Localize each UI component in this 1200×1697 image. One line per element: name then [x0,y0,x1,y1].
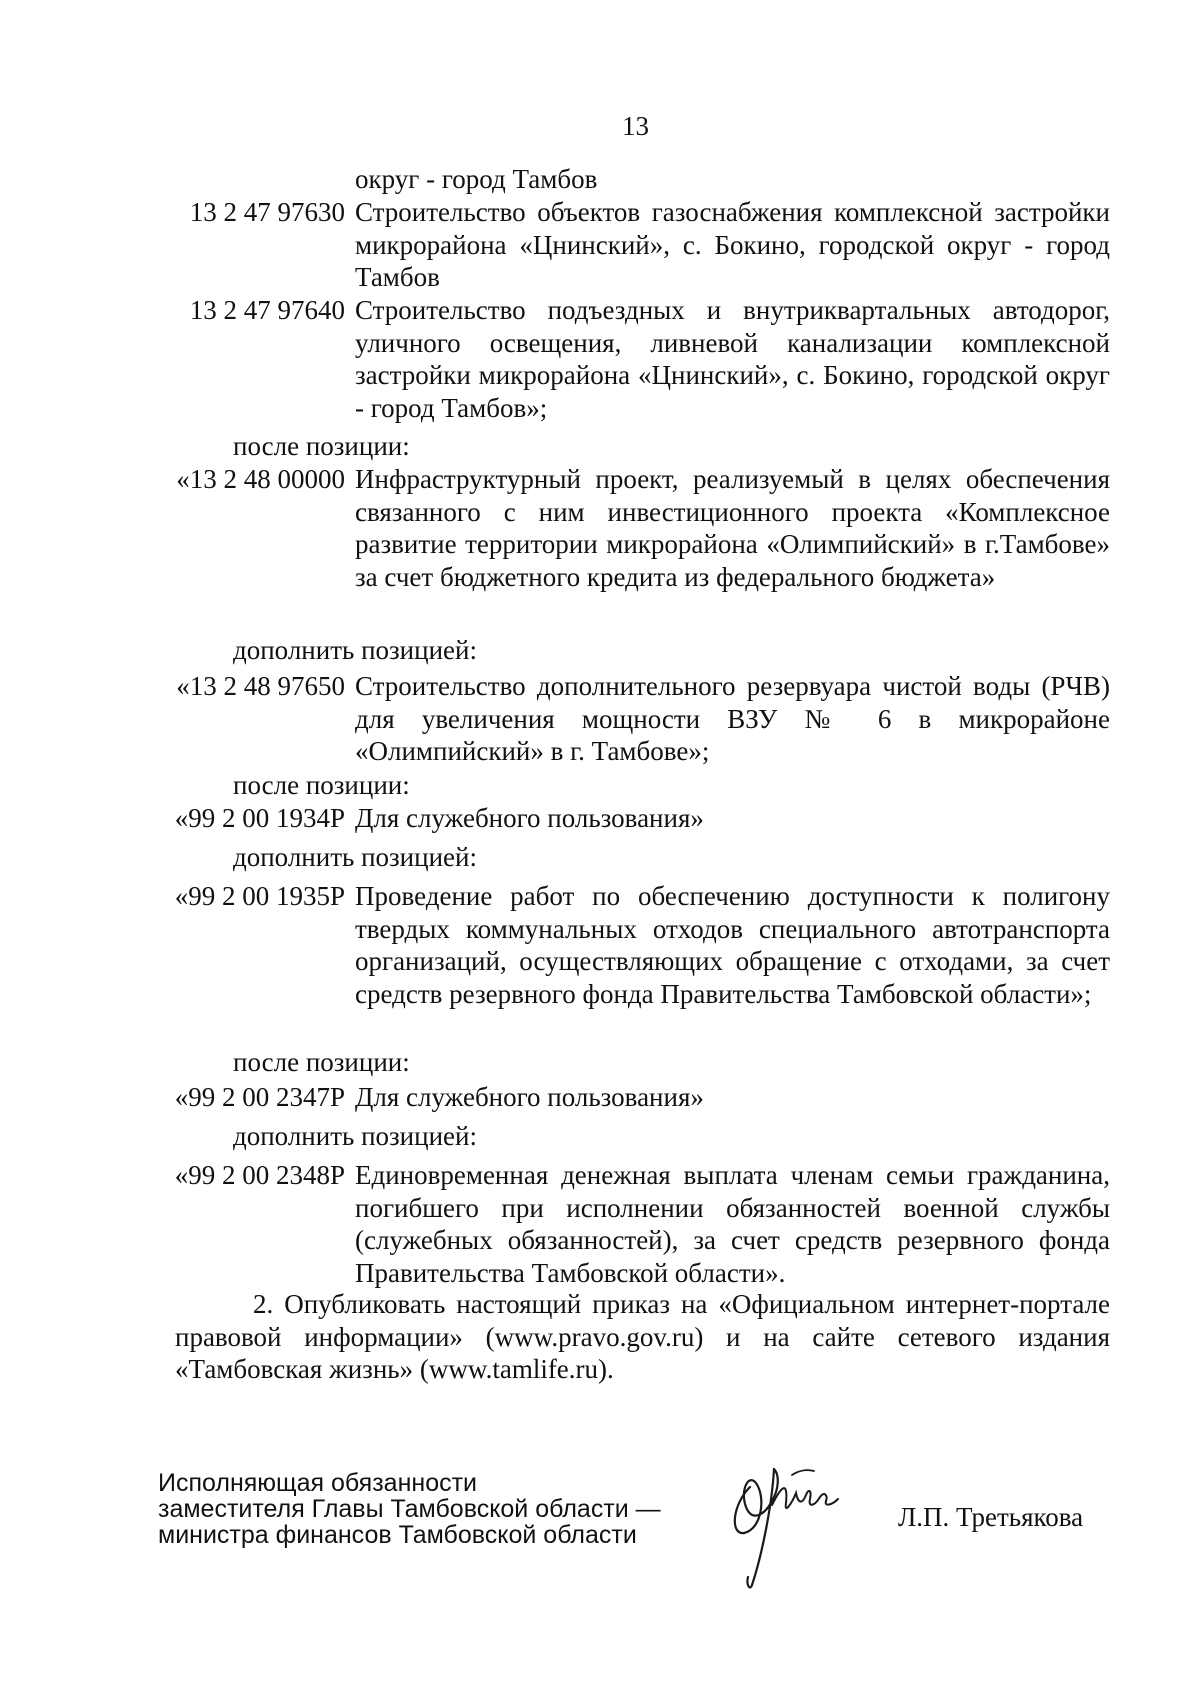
paragraph-publish: 2. Опубликовать настоящий приказ на «Официальном интернет-портале правовой информации» (www.pravo.gov.ru) и на сайте сетевого издания «Тамбовская жизнь» (www.tamlife.ru). [175,1289,1110,1385]
entry-13-2-47-97640 [150,294,1110,424]
entry-description: Строительство объектов газоснабжения комплексной застройки микрорайона «Цнинский», с. Бокино, городской округ - город Тамбов [355,197,1110,293]
signatory-title [158,1470,661,1548]
entry-99-2-00-2347p [150,1081,1110,1114]
entry-13-2-48-00000 [150,463,1110,593]
instruction-after-position: после позиции: [233,431,410,461]
entry-description: Для служебного пользования» [355,1082,704,1112]
page-number: 13 [622,111,649,141]
entry-code: 13 2 47 97630 [189,197,345,227]
entry-code: «99 2 00 2348Р [174,1160,345,1190]
entry-description: Строительство подъездных и внутриквартальных автодорог, уличного освещения, ливневой канализации комплексной застройки микрорайона «Цнинский», с. Бокино, городской округ - город Тамбов»; [355,295,1110,423]
instruction-add-position: дополнить позицией: [233,1121,477,1151]
entry-code: «13 2 48 00000 [176,464,345,494]
signatory-title-line: Исполняющая обязанности [158,1469,478,1497]
instruction-after-position: после позиции: [233,1047,410,1077]
entry-13-2-48-97650 [150,670,1110,768]
entry-99-2-00-1935p [150,880,1110,1010]
entry-continuation [150,163,1110,196]
entry-description: округ - город Тамбов [355,164,598,194]
signatory-name: Л.П. Третьякова [898,1502,1084,1532]
entry-description: Единовременная денежная выплата членам семьи гражданина, погибшего при исполнении обязанностей военной службы (служебных обязанностей), за счет средств резервного фонда Правительства Тамбовской области». [355,1160,1110,1288]
handwritten-signature [722,1445,852,1595]
instruction-add-position: дополнить позицией: [233,842,477,872]
entry-description: Проведение работ по обеспечению доступности к полигону твердых коммунальных отходов специального автотранспорта организаций, осуществляющих обращение с отходами, за счет средств резервного фонда Правительства Тамбовской области»; [355,881,1110,1009]
entry-description: Для служебного пользования» [355,803,704,833]
instruction-add-position: дополнить позицией: [233,635,477,665]
entry-13-2-47-97630 [150,196,1110,294]
entry-description: Строительство дополнительного резервуара чистой воды (РЧВ) для увеличения мощности ВЗУ № 6 в микрорайоне «Олимпийский» в г. Тамбове»; [355,671,1110,767]
signatory-title-line: заместителя Главы Тамбовской области — [158,1495,661,1523]
entry-description: Инфраструктурный проект, реализуемый в целях обеспечения связанного с ним инвестиционного проекта «Комплексное развитие территории микрорайона «Олимпийский» в г.Тамбове» за счет бюджетного кредита из федерального бюджета» [355,464,1110,592]
entry-code: «99 2 00 2347Р [174,1082,345,1112]
entry-code: «13 2 48 97650 [176,671,345,701]
entry-code: «99 2 00 1934Р [174,803,345,833]
entry-code: «99 2 00 1935Р [174,881,345,911]
entry-99-2-00-2348p [150,1159,1110,1289]
instruction-after-position: после позиции: [233,770,410,800]
signatory-title-line: министра финансов Тамбовской области [158,1521,637,1549]
entry-99-2-00-1934p [150,802,1110,835]
entry-code: 13 2 47 97640 [189,295,345,325]
